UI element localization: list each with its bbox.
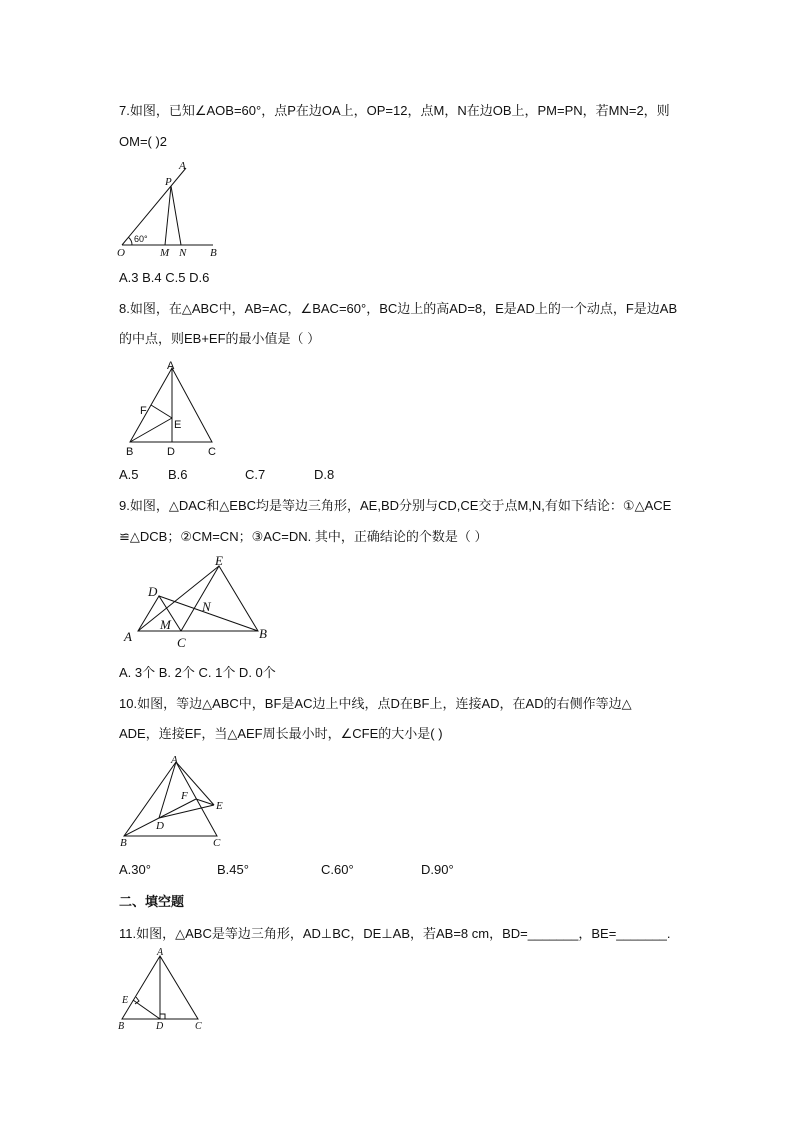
q10-figure [114, 752, 234, 852]
q7-label-o: O [117, 247, 125, 259]
q9-label-c: C [177, 635, 186, 650]
q8-text-line2: 的中点，则EB+EF的最小值是（ ） [119, 331, 321, 346]
q10-label-f: F [181, 790, 188, 802]
q11-label-a: A [157, 947, 164, 958]
q7-label-b: B [210, 247, 217, 259]
q8-label-f: F [140, 405, 147, 417]
q10-option-a: A.30° [119, 862, 151, 877]
q10-option-b: B.45° [217, 862, 249, 877]
q11-label-d: D [156, 1021, 164, 1032]
q8-text-line1: 8.如图，在△ABC中，AB=AC，∠BAC=60°，BC边上的高AD=8，E是AD上的一个动点，F是边AB [119, 301, 678, 316]
q8-label-e: E [174, 419, 182, 431]
q8-figure [120, 358, 220, 458]
q11-label-e: E [122, 995, 129, 1006]
q7-label-a: A [179, 160, 186, 172]
q9-text-line2: ≌△DCB；②CM=CN；③AC=DN. 其中，正确结论的个数是（ ） [119, 529, 488, 544]
q8-option-b: B.6 [168, 467, 188, 482]
q10-label-b: B [120, 837, 127, 849]
q9-figure [118, 552, 278, 652]
q10-text-line2: ADE，连接EF，当△AEF周长最小时，∠CFE的大小是( ) [119, 726, 443, 741]
q11-label-b: B [118, 1021, 125, 1032]
q7-figure [110, 160, 230, 260]
q9-label-b: B [259, 626, 267, 641]
q9-label-n: N [202, 599, 211, 614]
q7-label-angle: 60° [134, 234, 148, 244]
q8-label-d: D [167, 446, 175, 458]
q10-label-d: D [156, 820, 164, 832]
q9-label-a: A [124, 629, 132, 644]
q11-figure [116, 946, 216, 1036]
q7-label-p: P [165, 176, 172, 188]
q9-options: A. 3个 B. 2个 C. 1个 D. 0个 [119, 665, 276, 680]
q9-label-d: D [148, 584, 158, 599]
q7-text-line2: OM=( )2 [119, 134, 168, 149]
q8-option-d: D.8 [314, 467, 335, 482]
q9-label-e: E [215, 553, 223, 568]
q11-text-line1: 11.如图，△ABC是等边三角形，AD⊥BC，DE⊥AB，若AB=8 cm，BD=_______，BE=_______. [119, 926, 671, 941]
q10-label-e: E [216, 800, 223, 812]
q8-label-c: C [208, 446, 216, 458]
q8-option-a: A.5 [119, 467, 139, 482]
q8-label-b: B [126, 446, 134, 458]
q9-text-line1: 9.如图，△DAC和△EBC均是等边三角形，AE,BD分别与CD,CE交于点M,N,有如下结论：①△ACE [119, 498, 672, 513]
q10-label-a: A [171, 754, 178, 766]
q8-option-c: C.7 [245, 467, 266, 482]
q10-option-c: C.60° [321, 862, 354, 877]
q11-label-c: C [195, 1021, 202, 1032]
q8-label-a: A [167, 360, 175, 372]
q10-option-d: D.90° [421, 862, 454, 877]
section-title: 二、填空题 [119, 894, 185, 909]
q7-text-line1: 7.如图，已知∠AOB=60°，点P在边OA上，OP=12，点M，N在边OB上，PM=PN，若MN=2，则 [119, 103, 670, 118]
q9-label-m: M [160, 617, 171, 632]
q7-options: A.3 B.4 C.5 D.6 [119, 270, 210, 285]
q7-label-n: N [179, 247, 187, 259]
q10-label-c: C [213, 837, 221, 849]
q10-text-line1: 10.如图，等边△ABC中，BF是AC边上中线，点D在BF上，连接AD，在AD的右侧作等边△ [119, 696, 632, 711]
q7-label-m: M [160, 247, 170, 259]
